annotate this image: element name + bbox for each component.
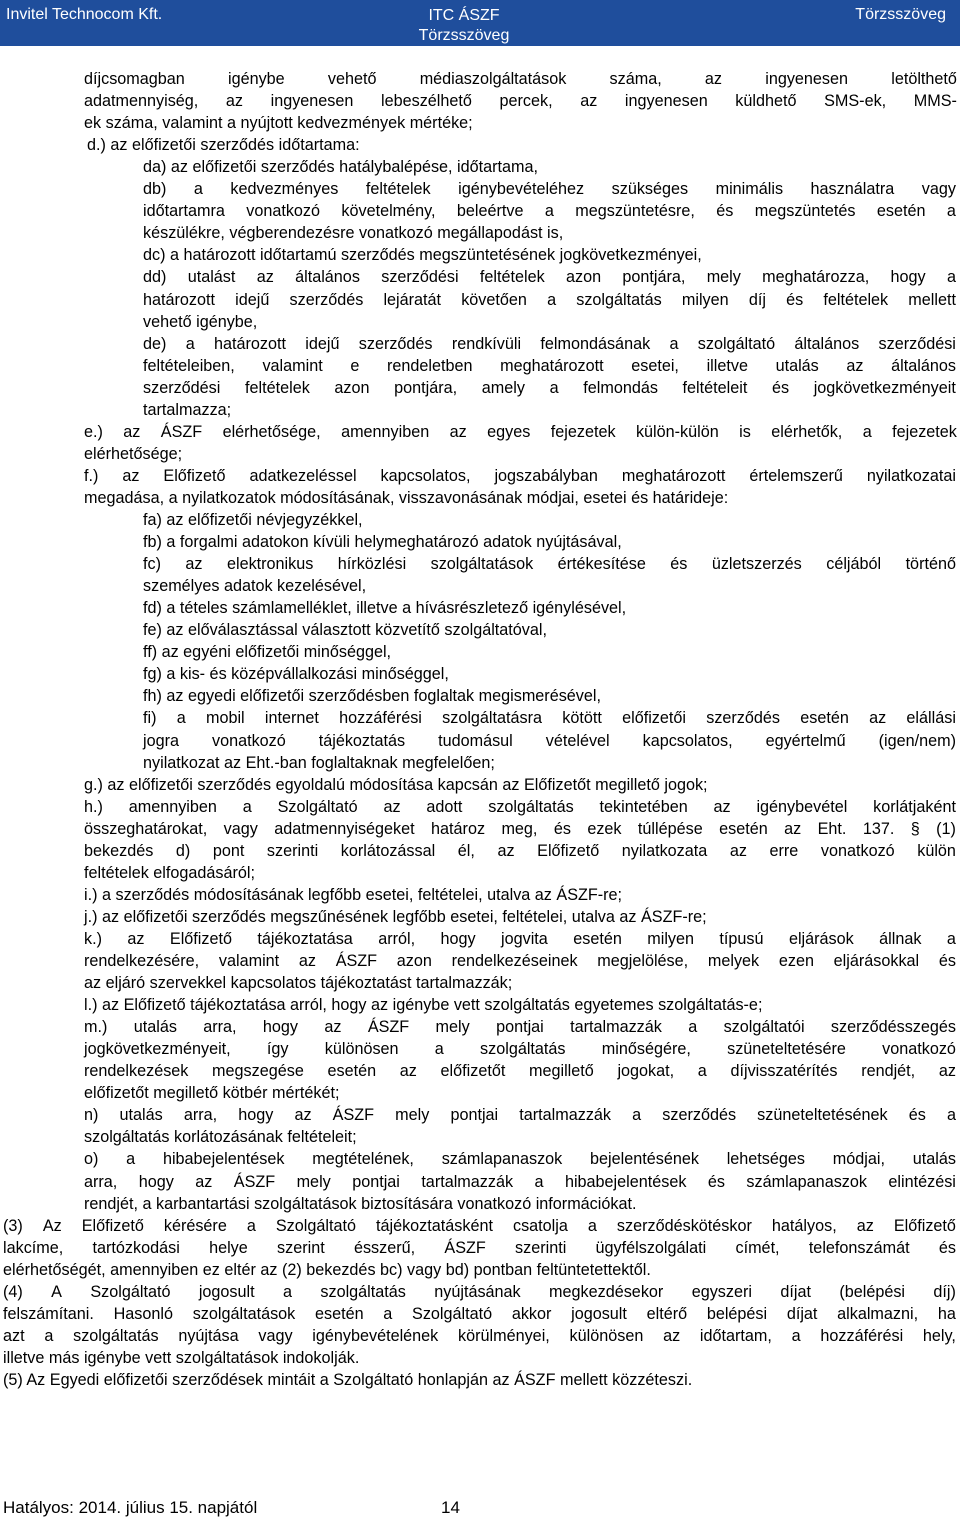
text-line: dc) a határozott időtartamú szerződés megszüntetésének jogkövetkezményei,: [143, 246, 702, 265]
text-line: fd) a tételes számlamelléklet, illetve a hívásrészletező igénylésével,: [143, 599, 627, 618]
text-line: fc) az elektronikus hírközlési szolgáltatások értékesítése és üzletszerzés céljából történő: [143, 555, 956, 574]
text-line: azt a szolgáltatás nyújtása vagy igénybevételének körülményei, különösen az időtartam, a hozzáférési hely,: [3, 1326, 956, 1345]
page-number: 14: [441, 1498, 460, 1517]
text-line: illetve más igénybe vett szolgáltatások indokolják.: [3, 1348, 360, 1367]
text-line: felszámítani. Hasonló szolgáltatások esetén a Szolgáltató akkor jogosult eltérő belépési díjat alkalmazni, ha: [3, 1304, 956, 1323]
text-line: f.) az Előfizető adatkezeléssel kapcsolatos, jogszabályban meghatározott értelemszerű nyilatkozatai: [84, 466, 956, 485]
text-line: tartalmazza;: [143, 400, 232, 419]
text-line: h.) amennyiben a Szolgáltató az adott szolgáltatás tekintetében az igénybevétel korlátjaként: [84, 797, 956, 816]
text-line: díjcsomagban igénybe vehető médiaszolgáltatások száma, az ingyenesen letölthető: [84, 70, 957, 88]
text-line: szerződési feltételek azon pontjára, amely a felmondás feltételeit és jogkövetkezményeit: [143, 378, 956, 397]
text-line: határozott idejű szerződés lejáratát követően a szolgáltatás milyen díj és feltételek mellett: [143, 290, 956, 309]
text-line: rendelkezésére, valamint az ÁSZF azon rendelkezéseinek megjelölése, melyek ezen eljárásokkal és: [84, 952, 956, 970]
text-line: g.) az előfizetői szerződés egyoldalú módosítása kapcsán az Előfizetőt megillető jogok;: [84, 775, 708, 794]
text-line: lakcíme, tartózkodási helye szerint ésszerű, ÁSZF szerinti ügyfélszolgálati címét, telefonszámát és: [3, 1238, 956, 1257]
page-header: [0, 0, 960, 46]
text-line: nyilatkozat az Eht.-ban foglaltaknak megfelelően;: [143, 753, 495, 772]
text-line: fb) a forgalmi adatokon kívüli helymeghatározó adatok nyújtásával,: [143, 533, 622, 552]
text-line: személyes adatok kezelésével,: [143, 577, 367, 596]
text-line: ek száma, valamint a nyújtott kedvezmények mértéke;: [84, 114, 473, 133]
text-line: elérhetőségét, amennyiben ez eltér az (2) bekezdés bc) vagy bd) pontban feltüntetettektől.: [3, 1260, 651, 1279]
text-line: fi) a mobil internet hozzáférési szolgáltatásra kötött előfizetői szerződés esetén az elállási: [143, 709, 956, 728]
text-line: az eljáró szervekkel kapcsolatos tájékoztatást tartalmazzák;: [84, 974, 513, 993]
text-line: elérhetősége;: [84, 444, 183, 463]
text-line: ff) az egyéni előfizetői minőséggel,: [143, 643, 392, 662]
text-line: vehető igénybe,: [143, 312, 258, 331]
document-title: ITC ÁSZF: [428, 7, 500, 24]
text-line: fe) az előválasztással választott közvetítő szolgáltatóval,: [143, 621, 547, 640]
text-line: de) a határozott idejű szerződés rendkívüli felmondásának a szolgáltató általános szerződési: [143, 334, 956, 353]
text-line: n) utalás arra, hogy az ÁSZF mely pontjai tartalmazzák a szerződés szüneteltetésének és a: [84, 1106, 956, 1125]
text-line: db) a kedvezményes feltételek igénybevételéhez szükséges minimális használatra vagy: [143, 180, 956, 199]
text-line: da) az előfizetői szerződés hatálybalépése, időtartama,: [143, 158, 539, 177]
text-line: fg) a kis- és középvállalkozási minőséggel,: [143, 665, 449, 684]
text-line: szolgáltatás korlátozásának feltételeit;: [84, 1128, 357, 1147]
text-line: bekezdés d) pont szerinti korlátozással él, az Előfizető nyilatkozata az erre vonatkozó külön: [84, 841, 956, 860]
text-line: (5) Az Egyedi előfizetői szerződések mintáit a Szolgáltató honlapján az ÁSZF mellett közzéteszi.: [3, 1370, 693, 1389]
text-line: összeghatárokat, vagy adatmennyiségeket határoz meg, és ezek túllépése esetén az Eht. 137. § (1): [84, 819, 956, 838]
text-line: (4) A Szolgáltató jogosult a szolgáltatás nyújtásának megkezdésekor egyszeri díjat (belépési díj): [3, 1282, 956, 1301]
text-line: feltételek elfogadásáról;: [84, 863, 255, 882]
text-line: jogra vonatkozó tájékoztatás tudomásul vételével kapcsolatos, egyértelmű (igen/nem): [143, 731, 956, 750]
text-line: d.) az előfizetői szerződés időtartama:: [87, 136, 360, 155]
text-line: (3) Az Előfizető kérésére a Szolgáltató tájékoztatásként csatolja a szerződéskötéskor hatályos, az Előfizető: [3, 1216, 956, 1235]
text-line: megadása, a nyilatkozatok módosításának, visszavonásának módjai, esetei és határideje:: [84, 488, 729, 507]
text-line: arra, hogy az ÁSZF mely pontjai tartalmazzák a hibabejelentések és számlapanaszok elintézési: [84, 1172, 956, 1191]
document-title-block: [414, 6, 514, 46]
company-name: Invitel Technocom Kft.: [6, 6, 163, 23]
text-line: rendelkezések megszegése esetén az előfizetőt megillető jogokat, a díjvisszatérítés rendjét, az: [84, 1062, 956, 1081]
section-name: Törzsszöveg: [855, 6, 946, 23]
text-line: időtartamra vonatkozó követelmény, beleértve a megszüntetésre, és megszüntetés esetén a: [143, 202, 956, 221]
document-subtitle: Törzsszöveg: [418, 27, 510, 44]
text-line: j.) az előfizetői szerződés megszűnésének legfőbb esetei, feltételei, utalva az ÁSZF-re;: [84, 907, 707, 926]
text-line: dd) utalást az általános szerződési feltételek azon pontjára, mely meghatározza, hogy a: [143, 268, 956, 287]
text-line: fa) az előfizetői névjegyzékkel,: [143, 511, 363, 529]
text-line: adatmennyiség, az ingyenesen lebeszélhető percek, az ingyenesen küldhető SMS-ek, MMS-: [84, 92, 957, 111]
text-line: l.) az Előfizető tájékoztatása arról, hogy az igénybe vett szolgáltatás egyetemes szolgáltatás-e;: [84, 996, 763, 1015]
text-line: i.) a szerződés módosításának legfőbb esetei, feltételei, utalva az ÁSZF-re;: [84, 885, 623, 904]
effective-date: Hatályos: 2014. július 15. napjától: [3, 1498, 258, 1517]
text-line: m.) utalás arra, hogy az ÁSZF mely pontjai tartalmazzák a szolgáltatói szerződésszegés: [84, 1018, 956, 1037]
text-line: o) a hibabejelentések megtételének, számlapanaszok bejelentésének lehetséges módjai, utalás: [84, 1150, 956, 1169]
text-line: fh) az egyedi előfizetői szerződésben foglaltak megismerésével,: [143, 687, 601, 706]
text-line: feltételeiben, valamint e rendeletben meghatározott esetei, illetve utalás az általános: [143, 356, 956, 375]
text-line: előfizetőt megillető kötbér mértékét;: [84, 1084, 340, 1103]
text-line: jogkövetkezményeit, így különösen a szolgáltatás minőségére, szüneteltetésére vonatkozó: [84, 1040, 956, 1059]
text-line: k.) az Előfizető tájékoztatása arról, hogy jogvita esetén milyen típusú eljárások állnak a: [84, 929, 956, 948]
text-line: rendjét, a karbantartási szolgáltatások biztosítására vonatkozó információkat.: [84, 1194, 637, 1213]
text-line: e.) az ÁSZF elérhetősége, amennyiben az egyes fejezetek külön-külön is elérhetők, a fejezetek: [84, 422, 957, 441]
text-line: készülékre, végberendezésre vonatkozó megállapodást is,: [143, 224, 564, 243]
